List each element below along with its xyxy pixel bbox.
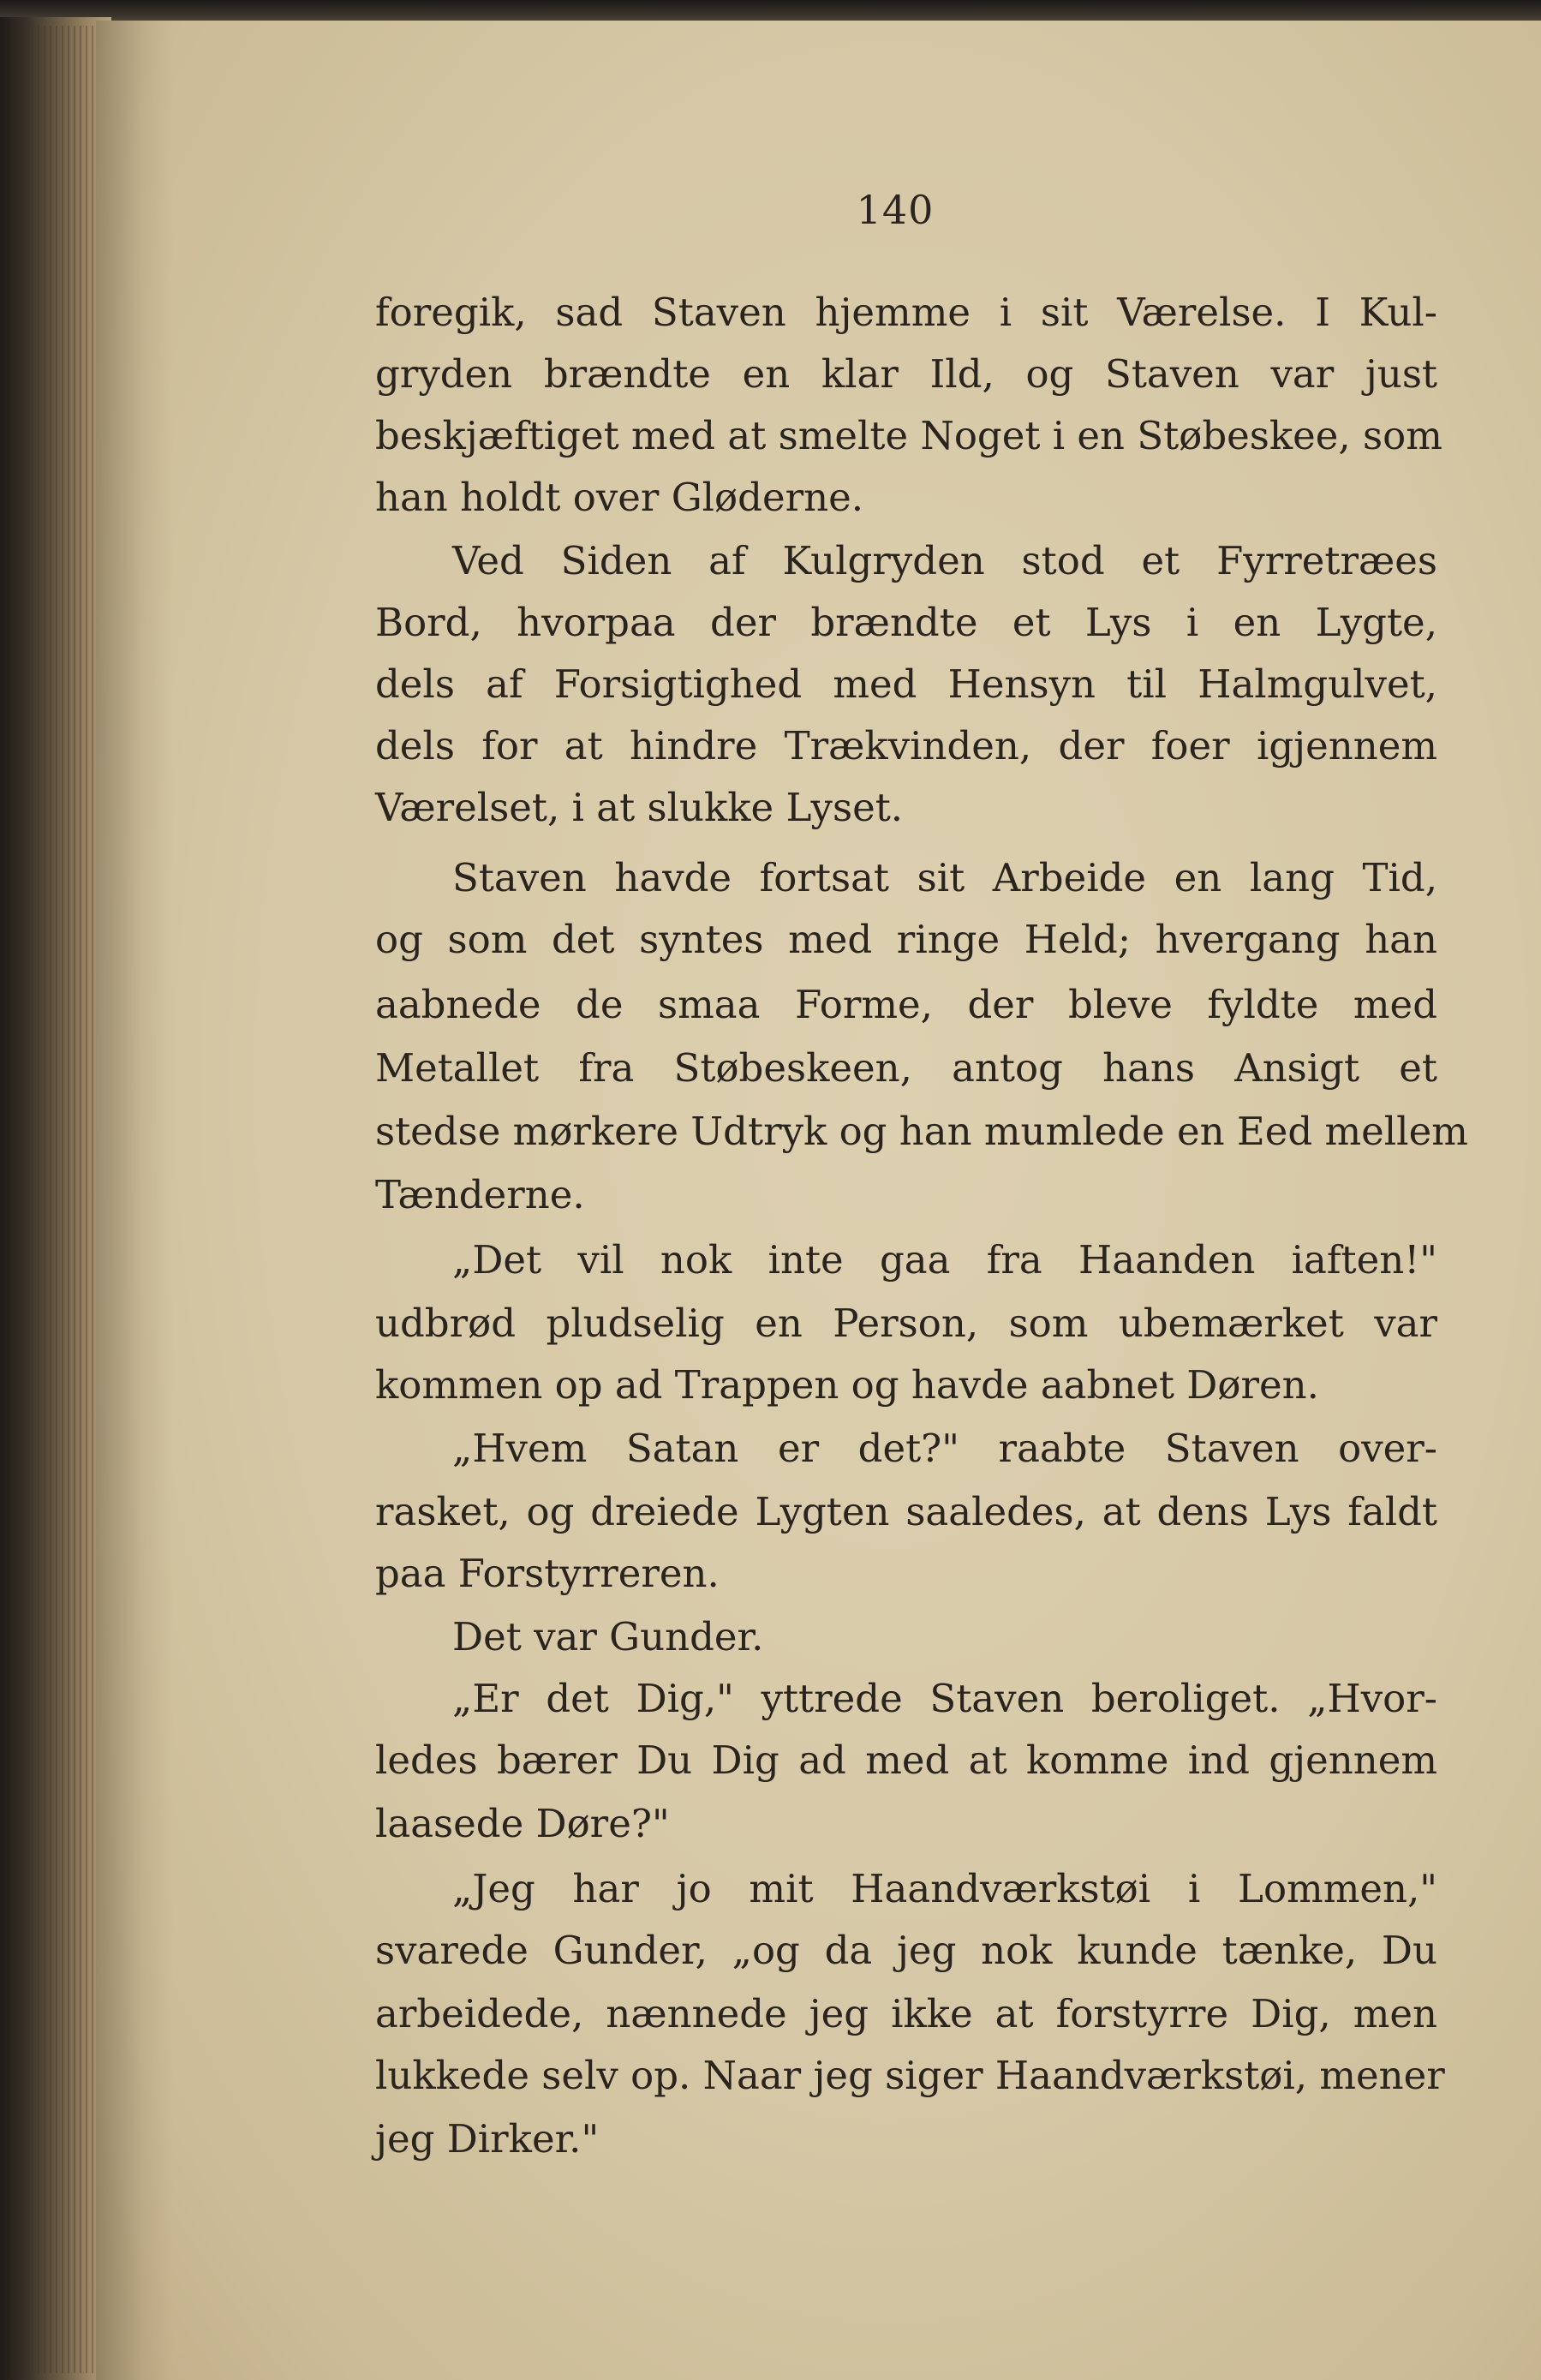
text-line: dels for at hindre Trækvinden, der foer igjennem	[375, 723, 1437, 768]
text-line: Staven havde fortsat sit Arbeide en lang Tid,	[452, 855, 1437, 900]
text-line: arbeidede, nænnede jeg ikke at forstyrre Dig, men	[375, 1991, 1437, 2036]
text-line: svarede Gunder, „og da jeg nok kunde tænke, Du	[375, 1928, 1437, 1973]
text-line: aabnede de smaa Forme, der bleve fyldte med	[375, 982, 1437, 1027]
gutter-shadow	[96, 21, 173, 2380]
text-line: Ved Siden af Kulgryden stod et Fyrretræes	[452, 538, 1437, 583]
text-line: laasede Døre?"	[375, 1801, 670, 1846]
text-line: ledes bærer Du Dig ad med at komme ind gjennem	[375, 1737, 1437, 1783]
text-line: dels af Forsigtighed med Hensyn til Halmgulvet,	[375, 661, 1437, 707]
text-line: „Det vil nok inte gaa fra Haanden iaften!"	[452, 1237, 1437, 1283]
text-line: foregik, sad Staven hjemme i sit Værelse. I Kul-	[375, 290, 1437, 335]
text-line: stedse mørkere Udtryk og han mumlede en Eed mellem	[375, 1109, 1468, 1154]
text-line: og som det syntes med ringe Held; hvergang han	[375, 917, 1437, 962]
text-line: „Jeg har jo mit Haandværkstøi i Lommen,"	[452, 1866, 1437, 1911]
text-line: gryden brændte en klar Ild, og Staven var just	[375, 351, 1437, 397]
text-line: „Er det Dig," yttrede Staven beroliget. „Hvor-	[452, 1676, 1437, 1721]
page-number: 140	[856, 187, 935, 233]
text-line: Det var Gunder.	[452, 1614, 764, 1659]
text-line: paa Forstyrreren.	[375, 1551, 720, 1596]
text-line: han holdt over Gløderne.	[375, 475, 864, 520]
text-line: rasket, og dreiede Lygten saaledes, at dens Lys faldt	[375, 1489, 1437, 1534]
text-line: Bord, hvorpaa der brændte et Lys i en Lygte,	[375, 600, 1437, 645]
text-line: udbrød pludselig en Person, som ubemærket var	[375, 1301, 1437, 1346]
text-line: „Hvem Satan er det?" raabte Staven over-	[452, 1426, 1437, 1471]
text-line: Tænderne.	[375, 1172, 585, 1217]
text-line: jeg Dirker."	[375, 2116, 600, 2162]
text-line: Metallet fra Støbeskeen, antog hans Ansigt et	[375, 1045, 1437, 1091]
text-line: beskjæftiget med at smelte Noget i en Støbeskee, som	[375, 413, 1442, 458]
text-line: Værelset, i at slukke Lyset.	[375, 785, 904, 830]
text-line: lukkede selv op. Naar jeg siger Haandværkstøi, mener	[375, 2053, 1445, 2098]
text-line: kommen op ad Trappen og havde aabnet Døren.	[375, 1362, 1319, 1408]
